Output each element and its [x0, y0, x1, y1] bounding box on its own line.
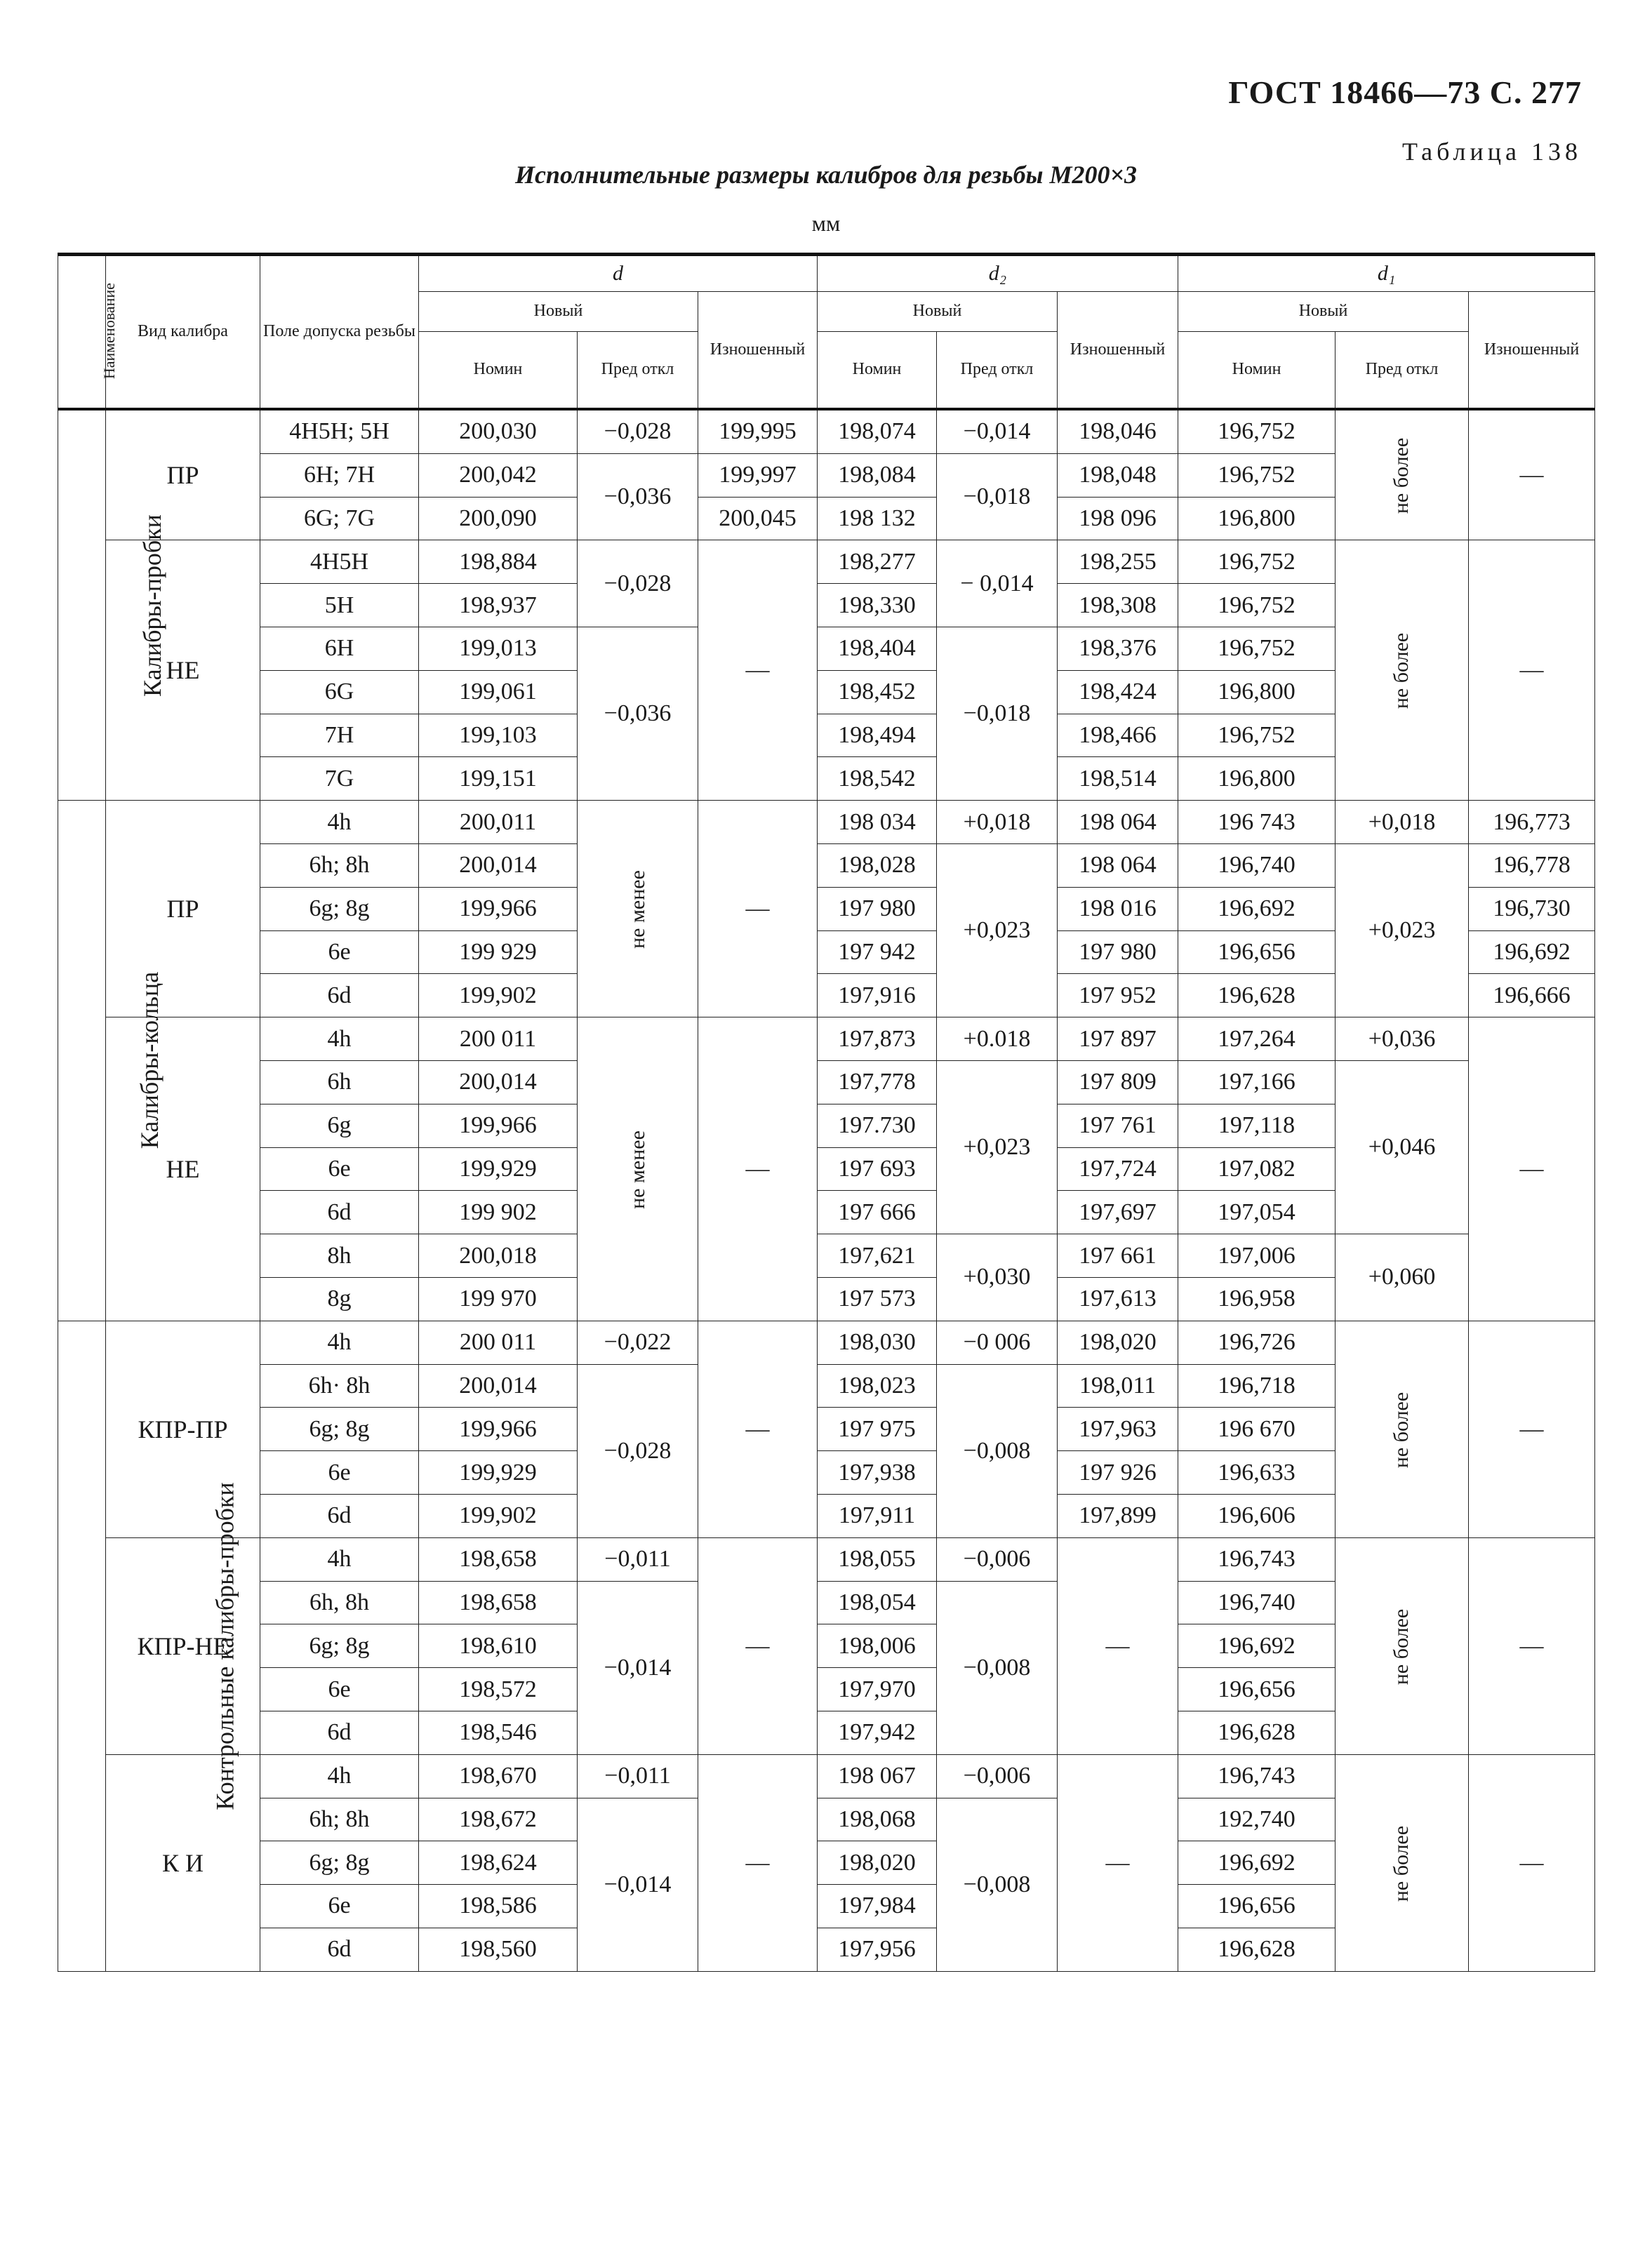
d-nominal: 198,884 — [419, 540, 578, 584]
d2-nominal: 198,494 — [818, 714, 937, 757]
d-nominal: 198,560 — [419, 1928, 578, 1971]
tolerance-field: 8g — [260, 1277, 419, 1321]
d1-header: d₁ — [1178, 255, 1595, 292]
tolerance-field: 6h; 8h — [260, 1798, 419, 1841]
d2-nominal: 197,970 — [818, 1668, 937, 1711]
d1-limit-cell — [1335, 1537, 1469, 1754]
kind-header: Вид калибра — [106, 255, 260, 410]
d-worn: 199,997 — [698, 453, 818, 497]
d2-limit: −0,018 — [937, 627, 1058, 800]
d1-nominal: 197,006 — [1178, 1234, 1335, 1278]
d2-worn: 198 064 — [1058, 843, 1178, 887]
tolerance-field: 6d — [260, 1494, 419, 1537]
d2-nominal: 197 666 — [818, 1191, 937, 1234]
d1-nominal: 196,800 — [1178, 670, 1335, 714]
d2-worn: 198 016 — [1058, 887, 1178, 930]
d2-nominal: 197,916 — [818, 974, 937, 1017]
tolerance-field: 6d — [260, 1191, 419, 1234]
tolerance-field: 4H5H; 5H — [260, 409, 419, 453]
d1-worn: — — [1469, 409, 1595, 540]
d1-nominal: 197,054 — [1178, 1191, 1335, 1234]
d-worn: — — [698, 801, 818, 1017]
d1-limit: +0,023 — [1335, 843, 1469, 1017]
d2-nominal: 198 132 — [818, 497, 937, 540]
gauge-kind: НЕ — [106, 1017, 260, 1321]
d-nominal: 200 011 — [419, 1321, 578, 1364]
d1-limit-header: Пред откл — [1335, 332, 1469, 410]
d1-new-header: Новый — [1178, 292, 1469, 332]
d-nominal: 200,014 — [419, 843, 578, 887]
d2-worn: 198 096 — [1058, 497, 1178, 540]
d-nominal: 198,586 — [419, 1885, 578, 1928]
d2-nominal: 198,023 — [818, 1364, 937, 1408]
d2-worn: 198,011 — [1058, 1364, 1178, 1408]
d-nominal: 198,624 — [419, 1841, 578, 1885]
tolerance-field: 7H — [260, 714, 419, 757]
d-limit-note: не менее — [625, 870, 649, 949]
tolerance-field: 6d — [260, 974, 419, 1017]
tolerance-field: 6e — [260, 1451, 419, 1495]
d-nominal: 198,572 — [419, 1668, 578, 1711]
tolerance-field: 6h; 8h — [260, 843, 419, 887]
d-limit: −0,011 — [578, 1537, 698, 1581]
d2-nominal: 197,621 — [818, 1234, 937, 1278]
d-new-header: Новый — [419, 292, 698, 332]
d-nominal: 198,670 — [419, 1754, 578, 1798]
d-nominal: 199,151 — [419, 757, 578, 801]
d2-worn: 198,514 — [1058, 757, 1178, 801]
gauge-dimensions-table — [58, 253, 1595, 1972]
page-header: ГОСТ 18466—73 С. 277 — [1228, 74, 1582, 110]
d2-worn: 198,255 — [1058, 540, 1178, 584]
tolerance-field: 6g; 8g — [260, 887, 419, 930]
d2-limit-header: Пред откл — [937, 332, 1058, 410]
d1-worn-header: Изношенный — [1469, 292, 1595, 410]
d1-nominal: 196,800 — [1178, 757, 1335, 801]
d-nominal: 199,061 — [419, 670, 578, 714]
d2-nominal: 197 975 — [818, 1408, 937, 1451]
d2-nominal: 197,911 — [818, 1494, 937, 1537]
tolerance-field: 4h — [260, 1017, 419, 1061]
d1-nominal: 196,752 — [1178, 584, 1335, 627]
d2-nominal: 198,084 — [818, 453, 937, 497]
d-worn: 200,045 — [698, 497, 818, 540]
d1-worn: — — [1469, 540, 1595, 801]
d1-limit-cell — [1335, 409, 1469, 540]
d2-worn: 197 809 — [1058, 1060, 1178, 1104]
d1-nominal: 196,752 — [1178, 714, 1335, 757]
tolerance-field: 6g; 8g — [260, 1624, 419, 1668]
d1-worn: 196,666 — [1469, 974, 1595, 1017]
d2-header: d₂ — [818, 255, 1178, 292]
gauge-kind: КПР-НЕ — [106, 1537, 260, 1754]
d-limit: −0,028 — [578, 540, 698, 627]
d-limit: −0,028 — [578, 1364, 698, 1537]
d-nominal: 199,966 — [419, 887, 578, 930]
d2-nominal: 198,068 — [818, 1798, 937, 1841]
d1-nominal: 197,082 — [1178, 1147, 1335, 1191]
d1-limit-note: не более — [1390, 1825, 1413, 1902]
d-limit: −0,014 — [578, 1798, 698, 1971]
d1-nominal: 192,740 — [1178, 1798, 1335, 1841]
tolerance-field: 8h — [260, 1234, 419, 1278]
d1-nominal: 196,752 — [1178, 409, 1335, 453]
d1-worn: — — [1469, 1754, 1595, 1971]
d2-new-header: Новый — [818, 292, 1058, 332]
d-nominal: 199,902 — [419, 974, 578, 1017]
d-limit: −0,022 — [578, 1321, 698, 1364]
d-nominal-header: Номин — [419, 332, 578, 410]
name-header-text: Наименование — [100, 283, 118, 380]
d2-nominal: 197,778 — [818, 1060, 937, 1104]
d-nominal: 199,966 — [419, 1104, 578, 1147]
table-number: Таблица 138 — [1402, 138, 1582, 166]
d2-worn: 197 952 — [1058, 974, 1178, 1017]
gauge-kind: ПР — [106, 409, 260, 540]
d-worn: — — [698, 1321, 818, 1537]
d-nominal: 200,030 — [419, 409, 578, 453]
d1-limit: +0,046 — [1335, 1060, 1469, 1234]
d2-nominal: 198,055 — [818, 1537, 937, 1581]
d-worn: — — [698, 1537, 818, 1754]
d1-nominal: 196,692 — [1178, 1624, 1335, 1668]
d-worn: — — [698, 1754, 818, 1971]
d2-worn: 198,376 — [1058, 627, 1178, 670]
d2-worn: 198,308 — [1058, 584, 1178, 627]
d-nominal: 198,610 — [419, 1624, 578, 1668]
d1-nominal: 196,633 — [1178, 1451, 1335, 1495]
d1-limit-note: не более — [1390, 633, 1413, 709]
d-nominal: 200,014 — [419, 1060, 578, 1104]
d1-worn: — — [1469, 1017, 1595, 1321]
d1-nominal: 196,656 — [1178, 1885, 1335, 1928]
d1-limit-note: не более — [1390, 1608, 1413, 1685]
d1-nominal: 196,718 — [1178, 1364, 1335, 1408]
d-nominal: 199,929 — [419, 1147, 578, 1191]
d1-nominal: 196,800 — [1178, 497, 1335, 540]
d-header: d — [419, 255, 818, 292]
d2-nominal: 198,404 — [818, 627, 937, 670]
d-nominal: 198,546 — [419, 1711, 578, 1754]
d-worn: — — [698, 1017, 818, 1321]
gauge-kind: КПР-ПР — [106, 1321, 260, 1537]
tolerance-field: 6g; 8g — [260, 1408, 419, 1451]
d2-limit: − 0,014 — [937, 540, 1058, 627]
table-title: Исполнительные размеры калибров для резьбы М200×3 — [514, 161, 1138, 189]
tolerance-field: 6g — [260, 1104, 419, 1147]
d2-worn: 197,613 — [1058, 1277, 1178, 1321]
tolerance-field: 6e — [260, 1885, 419, 1928]
d-nominal: 199,966 — [419, 1408, 578, 1451]
d1-limit-cell — [1335, 1321, 1469, 1537]
d1-limit: +0,018 — [1335, 801, 1469, 844]
tolerance-field: 4h — [260, 1537, 419, 1581]
d2-nominal: 197,956 — [818, 1928, 937, 1971]
d-nominal: 199 929 — [419, 930, 578, 974]
d2-nominal: 198,330 — [818, 584, 937, 627]
d1-limit: +0,060 — [1335, 1234, 1469, 1321]
d1-nominal: 196,628 — [1178, 974, 1335, 1017]
d2-limit: −0,008 — [937, 1581, 1058, 1754]
d-limit-note-cell — [578, 1017, 698, 1321]
d2-limit: −0,008 — [937, 1798, 1058, 1971]
d2-nominal: 197 573 — [818, 1277, 937, 1321]
d1-nominal: 197,264 — [1178, 1017, 1335, 1061]
tolerance-field: 6e — [260, 1147, 419, 1191]
d2-worn: 197,697 — [1058, 1191, 1178, 1234]
tolerance-field: 5H — [260, 584, 419, 627]
d-limit: −0,036 — [578, 627, 698, 800]
d-limit: −0,036 — [578, 453, 698, 540]
d1-nominal: 197,118 — [1178, 1104, 1335, 1147]
d1-nominal: 196,606 — [1178, 1494, 1335, 1537]
d1-nominal: 196,740 — [1178, 1581, 1335, 1624]
tolerance-field: 6d — [260, 1711, 419, 1754]
d2-nominal: 198,277 — [818, 540, 937, 584]
group-name: Калибры-кольца — [135, 972, 164, 1149]
d-nominal: 200 011 — [419, 1017, 578, 1061]
d-nominal: 199,902 — [419, 1494, 578, 1537]
d-limit: −0,028 — [578, 409, 698, 453]
d1-nominal-header: Номин — [1178, 332, 1335, 410]
d1-nominal: 196,752 — [1178, 627, 1335, 670]
d2-nominal: 198 067 — [818, 1754, 937, 1798]
d2-limit: −0 006 — [937, 1321, 1058, 1364]
units-label: мм — [811, 211, 841, 236]
table-row — [58, 1060, 1595, 1104]
d-nominal: 200,014 — [419, 1364, 578, 1408]
d2-worn: 198,466 — [1058, 714, 1178, 757]
tolerance-field: 6e — [260, 1668, 419, 1711]
d2-limit: −0,006 — [937, 1754, 1058, 1798]
d1-nominal: 196,656 — [1178, 930, 1335, 974]
d2-nominal: 197 942 — [818, 930, 937, 974]
table-row — [58, 1234, 1595, 1278]
d1-nominal: 196,628 — [1178, 1928, 1335, 1971]
d2-limit: −0,006 — [937, 1537, 1058, 1581]
tolerance-field: 7G — [260, 757, 419, 801]
d2-nominal: 198,054 — [818, 1581, 937, 1624]
tolerance-field: 6H; 7H — [260, 453, 419, 497]
gauge-kind: ПР — [106, 801, 260, 1017]
d2-limit: +0,023 — [937, 1060, 1058, 1234]
d1-nominal: 196,743 — [1178, 1754, 1335, 1798]
d2-limit: +0,023 — [937, 843, 1058, 1017]
d1-nominal: 196,958 — [1178, 1277, 1335, 1321]
d2-worn: 198,424 — [1058, 670, 1178, 714]
d2-nominal: 197,938 — [818, 1451, 937, 1495]
d1-nominal: 197,166 — [1178, 1060, 1335, 1104]
table-row — [58, 1754, 1595, 1798]
d2-worn: 197 761 — [1058, 1104, 1178, 1147]
d1-nominal: 196,743 — [1178, 1537, 1335, 1581]
d-nominal: 199 970 — [419, 1277, 578, 1321]
d1-nominal: 196,752 — [1178, 453, 1335, 497]
d1-nominal: 196,726 — [1178, 1321, 1335, 1364]
d2-nominal: 197 980 — [818, 887, 937, 930]
tolerance-field: 6e — [260, 930, 419, 974]
d2-worn: 198,046 — [1058, 409, 1178, 453]
d-nominal: 198,937 — [419, 584, 578, 627]
tolerance-field: 6h, 8h — [260, 1581, 419, 1624]
tolerance-field: 6d — [260, 1928, 419, 1971]
d1-nominal: 196,628 — [1178, 1711, 1335, 1754]
d2-worn-header: Изношенный — [1058, 292, 1178, 410]
d1-limit-cell — [1335, 1754, 1469, 1971]
d1-nominal: 196,692 — [1178, 1841, 1335, 1885]
tolerance-field: 6G; 7G — [260, 497, 419, 540]
d-nominal: 199,929 — [419, 1451, 578, 1495]
d1-worn: 196,730 — [1469, 887, 1595, 930]
d2-nominal-header: Номин — [818, 332, 937, 410]
table-body — [58, 409, 1595, 1971]
d2-worn: — — [1058, 1754, 1178, 1971]
d2-nominal: 197,984 — [818, 1885, 937, 1928]
d-nominal: 198,658 — [419, 1537, 578, 1581]
d2-nominal: 198,028 — [818, 843, 937, 887]
tolerance-field: 4h — [260, 801, 419, 844]
d2-nominal: 197,873 — [818, 1017, 937, 1061]
d2-nominal: 198,020 — [818, 1841, 937, 1885]
d2-limit: −0,018 — [937, 453, 1058, 540]
d1-nominal: 196,656 — [1178, 1668, 1335, 1711]
name-header — [58, 255, 118, 410]
d-nominal: 200,018 — [419, 1234, 578, 1278]
d2-nominal: 198,452 — [818, 670, 937, 714]
group-name: Контрольные калибры-пробки — [211, 1482, 239, 1810]
d2-limit: −0,014 — [937, 409, 1058, 453]
d2-limit: +0,018 — [937, 801, 1058, 844]
d2-nominal: 198,030 — [818, 1321, 937, 1364]
d1-nominal: 196,752 — [1178, 540, 1335, 584]
tolerance-field: 6h — [260, 1060, 419, 1104]
gauge-kind: НЕ — [106, 540, 260, 801]
d-nominal: 198,658 — [419, 1581, 578, 1624]
d-limit: −0,011 — [578, 1754, 698, 1798]
d2-worn: 198 064 — [1058, 801, 1178, 844]
d-worn: 199,995 — [698, 409, 818, 453]
d2-worn: 198,020 — [1058, 1321, 1178, 1364]
d1-worn: — — [1469, 1321, 1595, 1537]
d-nominal: 200,011 — [419, 801, 578, 844]
d-limit-note: не менее — [625, 1130, 649, 1209]
d2-limit: −0,008 — [937, 1364, 1058, 1537]
d2-worn: 197 926 — [1058, 1451, 1178, 1495]
d-nominal: 200,042 — [419, 453, 578, 497]
tolerance-field: 6H — [260, 627, 419, 670]
d2-worn: 198,048 — [1058, 453, 1178, 497]
d-worn-header: Изношенный — [698, 292, 818, 410]
d-limit-header: Пред откл — [578, 332, 698, 410]
gauge-kind: К И — [106, 1754, 260, 1971]
d2-nominal: 198,542 — [818, 757, 937, 801]
group-name-cell — [58, 801, 164, 1321]
d2-nominal: 197 693 — [818, 1147, 937, 1191]
d-nominal: 198,672 — [419, 1798, 578, 1841]
d2-worn: 197 897 — [1058, 1017, 1178, 1061]
tolerance-field: 4H5H — [260, 540, 419, 584]
d-limit-note-cell — [578, 801, 698, 1017]
d1-nominal: 196,692 — [1178, 887, 1335, 930]
d2-worn: 197,899 — [1058, 1494, 1178, 1537]
d2-worn: — — [1058, 1537, 1178, 1754]
d1-worn: — — [1469, 1537, 1595, 1754]
d1-worn: 196,692 — [1469, 930, 1595, 974]
d2-worn: 197,963 — [1058, 1408, 1178, 1451]
d1-limit: +0,036 — [1335, 1017, 1469, 1061]
tolerance-field: 6G — [260, 670, 419, 714]
d2-nominal: 197.730 — [818, 1104, 937, 1147]
d1-nominal: 196 670 — [1178, 1408, 1335, 1451]
d1-limit-note: не более — [1390, 438, 1413, 514]
d-nominal: 199,103 — [419, 714, 578, 757]
table-row — [58, 1321, 1595, 1364]
d2-nominal: 198 034 — [818, 801, 937, 844]
table-row — [58, 540, 1595, 584]
tolerance-field: 4h — [260, 1754, 419, 1798]
d2-worn: 197 661 — [1058, 1234, 1178, 1278]
d1-limit-cell — [1335, 540, 1469, 801]
d2-worn: 197 980 — [1058, 930, 1178, 974]
table-row — [58, 1537, 1595, 1581]
d1-worn: 196,778 — [1469, 843, 1595, 887]
d2-limit: +0.018 — [937, 1017, 1058, 1061]
tolerance-field: 4h — [260, 1321, 419, 1364]
d1-nominal: 196 743 — [1178, 801, 1335, 844]
d2-limit: +0,030 — [937, 1234, 1058, 1321]
d-nominal: 200,090 — [419, 497, 578, 540]
group-name: Калибры-пробки — [138, 514, 166, 697]
d1-limit-note: не более — [1390, 1391, 1413, 1468]
d2-nominal: 198,006 — [818, 1624, 937, 1668]
d2-nominal: 198,074 — [818, 409, 937, 453]
tolerance-field: 6h· 8h — [260, 1364, 419, 1408]
d1-worn: 196,773 — [1469, 801, 1595, 844]
table-row — [58, 409, 1595, 453]
tolerance-field: 6g; 8g — [260, 1841, 419, 1885]
d-limit: −0,014 — [578, 1581, 698, 1754]
d-nominal: 199 902 — [419, 1191, 578, 1234]
d2-worn: 197,724 — [1058, 1147, 1178, 1191]
tolerance-header: Поле допуска резьбы — [260, 255, 419, 410]
d-nominal: 199,013 — [419, 627, 578, 670]
d-worn: — — [698, 540, 818, 801]
d1-nominal: 196,740 — [1178, 843, 1335, 887]
group-name-cell — [58, 409, 166, 801]
table-row — [58, 843, 1595, 887]
table-row — [58, 1017, 1595, 1061]
table-row — [58, 801, 1595, 844]
d2-nominal: 197,942 — [818, 1711, 937, 1754]
